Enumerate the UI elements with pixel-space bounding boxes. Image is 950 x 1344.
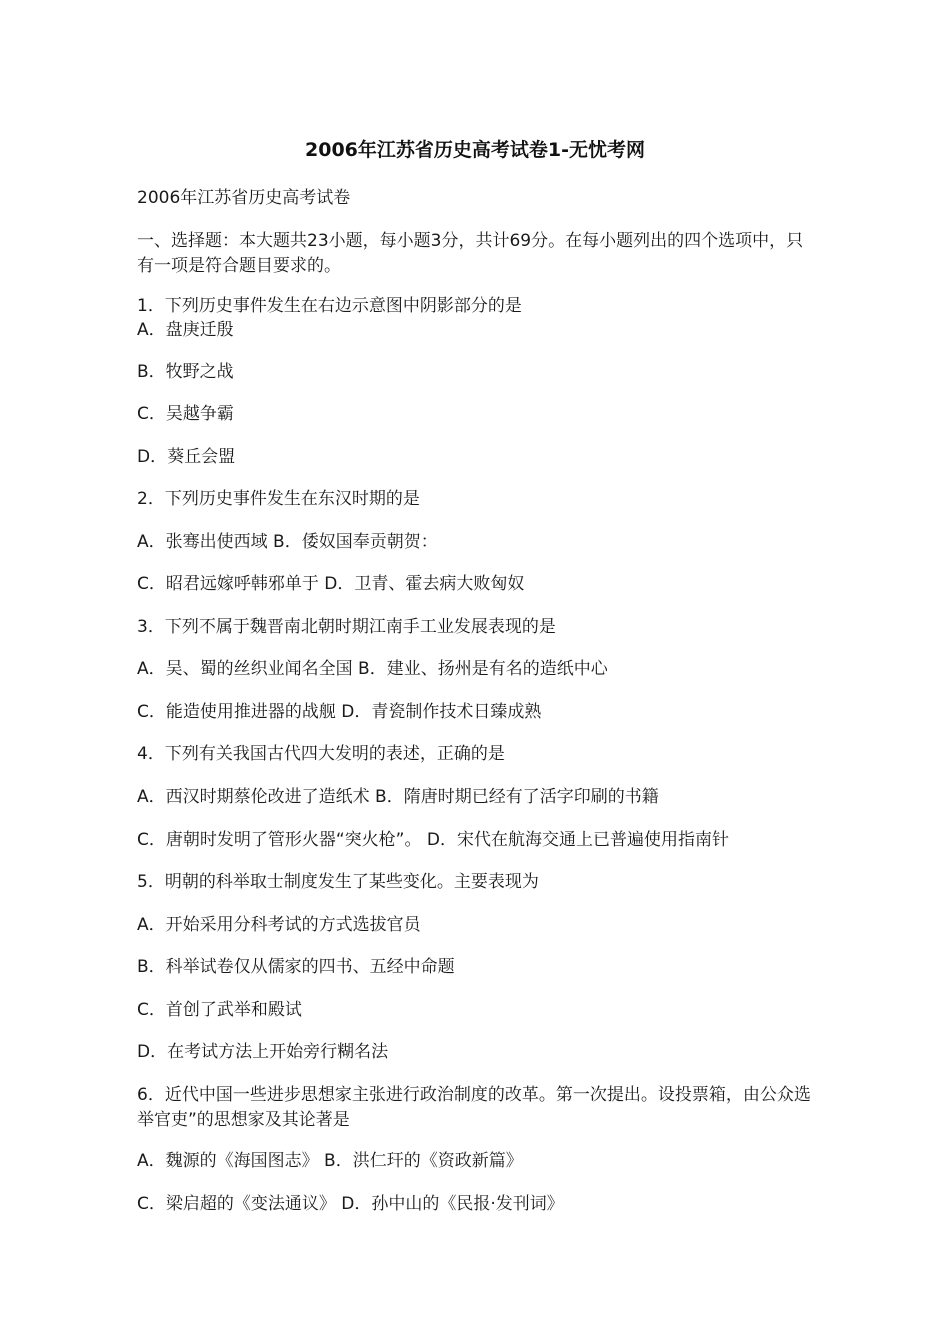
question-6-options-cd: C．梁启超的《变法通议》 D．孙中山的《民报·发刊词》 bbox=[137, 1194, 564, 1214]
question-1-option-a: A．盘庚迁殷 bbox=[137, 320, 234, 340]
question-1-option-b: B．牧野之战 bbox=[137, 362, 234, 382]
question-1-option-d: D．葵丘会盟 bbox=[137, 447, 236, 467]
question-5-option-a: A．开始采用分科考试的方式选拔官员 bbox=[137, 915, 421, 935]
question-5-stem: 5．明朝的科举取士制度发生了某些变化。主要表现为 bbox=[137, 872, 539, 892]
question-3-options-ab: A．吴、蜀的丝织业闻名全国 B．建业、扬州是有名的造纸中心 bbox=[137, 659, 608, 679]
question-2-stem: 2．下列历史事件发生在东汉时期的是 bbox=[137, 489, 420, 509]
question-5-option-d: D．在考试方法上开始旁行糊名法 bbox=[137, 1042, 389, 1062]
question-4-options-ab: A．西汉时期蔡伦改进了造纸术 B．隋唐时期已经有了活字印刷的书籍 bbox=[137, 787, 659, 807]
question-3-stem: 3．下列不属于魏晋南北朝时期江南手工业发展表现的是 bbox=[137, 617, 556, 637]
question-6-stem: 6．近代中国一些进步思想家主张进行政治制度的改革。第一次提出。设投票箱，由公众选举官吏”的思想家及其论著是 bbox=[137, 1085, 811, 1130]
document-title: 2006年江苏省历史高考试卷1-无忧考网 bbox=[305, 139, 645, 161]
question-4-options-cd: C．唐朝时发明了管形火器“突火枪”。 D．宋代在航海交通上已普遍使用指南针 bbox=[137, 830, 729, 850]
document-subtitle: 2006年江苏省历史高考试卷 bbox=[137, 188, 351, 208]
question-4-stem: 4．下列有关我国古代四大发明的表述，正确的是 bbox=[137, 744, 505, 764]
question-1-option-c: C．吴越争霸 bbox=[137, 404, 234, 424]
question-2-options-cd: C．昭君远嫁呼韩邪单于 D．卫青、霍去病大败匈奴 bbox=[137, 574, 525, 594]
question-5-option-b: B．科举试卷仅从儒家的四书、五经中命题 bbox=[137, 957, 455, 977]
question-6-options-ab: A．魏源的《海国图志》 B．洪仁玕的《资政新篇》 bbox=[137, 1151, 523, 1171]
section-intro: 一、选择题：本大题共23小题，每小题3分，共计69分。在每小题列出的四个选项中，只有一项是符合题目要求的。 bbox=[137, 231, 804, 276]
question-3-options-cd: C．能造使用推进器的战舰 D．青瓷制作技术日臻成熟 bbox=[137, 702, 542, 722]
question-5-option-c: C．首创了武举和殿试 bbox=[137, 1000, 302, 1020]
question-2-options-ab: A．张骞出使西域 B．倭奴国奉贡朝贺： bbox=[137, 532, 438, 552]
question-1-stem: 1．下列历史事件发生在右边示意图中阴影部分的是 bbox=[137, 296, 522, 316]
